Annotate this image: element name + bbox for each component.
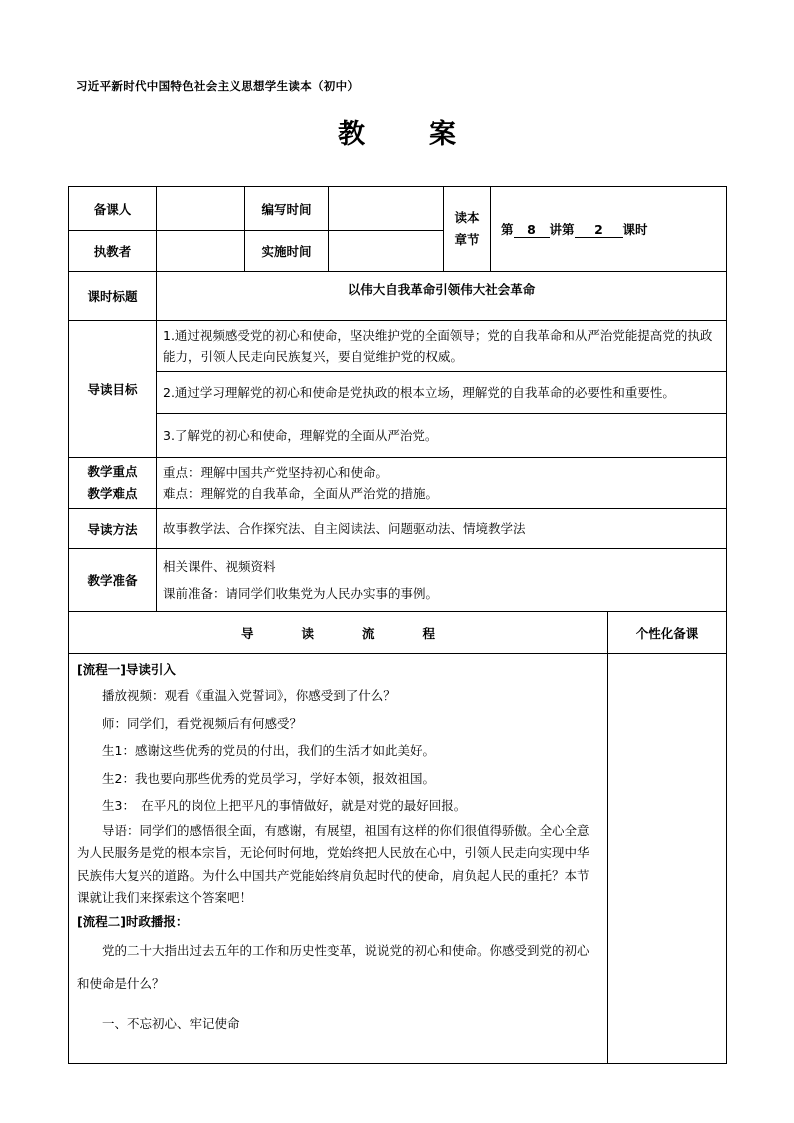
goal-item-1: 1.通过视频感受党的初心和使命，坚决维护党的全面领导；党的自我革命和从严治党能提高党的执政能力，引领人民走向民族复兴，要自觉维护党的权威。 xyxy=(157,321,727,372)
title-char-1: 教 xyxy=(338,119,365,150)
write-time-label: 编写时间 xyxy=(245,187,329,231)
lesson-plan-table xyxy=(68,186,727,1064)
key-difficult-label xyxy=(69,458,157,509)
lesson-period xyxy=(491,187,727,272)
goal-item-3: 3.了解党的初心和使命，理解党的全面从严治党。 xyxy=(157,414,727,458)
step1-title: [流程一]导读引入 xyxy=(77,662,176,677)
title-char-2: 案 xyxy=(429,119,456,150)
impl-time-label: 实施时间 xyxy=(245,231,329,272)
flow-title xyxy=(69,612,608,654)
book-title: 习近平新时代中国特色社会主义思想学生读本（初中） xyxy=(76,79,360,93)
lesson-prefix: 第 xyxy=(501,222,514,237)
teacher-label: 执教者 xyxy=(69,231,157,272)
lesson-mid: 讲第 xyxy=(549,222,575,237)
impl-time-value[interactable] xyxy=(329,231,444,272)
flow-paragraph-7: 党的二十大指出过去五年的工作和历史性变革，说说党的初心和使命。你感受到党的初心和使命是什么？ xyxy=(77,942,590,991)
write-time-value[interactable] xyxy=(329,187,444,231)
preparer-label: 备课人 xyxy=(69,187,157,231)
flow-content xyxy=(69,654,608,1064)
flow-paragraph-8: 一、不忘初心、牢记使命 xyxy=(102,1015,240,1031)
flow-title-char-3: 流 xyxy=(362,625,375,641)
chapter-label-line-1: 读本 xyxy=(454,210,480,225)
topic-label: 课时标题 xyxy=(69,272,157,321)
chapter-label xyxy=(444,187,491,272)
flow-title-char-1: 导 xyxy=(240,625,254,641)
flow-paragraph-4: 生2：我也要向那些优秀的党员学习，学好本领，报效祖国。 xyxy=(102,770,435,786)
flow-paragraph-5: 生3： 在平凡的岗位上把平凡的事情做好，就是对党的最好回报。 xyxy=(102,798,467,813)
personal-prep-area[interactable] xyxy=(608,654,727,1064)
preparation-label: 教学准备 xyxy=(69,549,157,612)
flow-paragraph-6: 导语：同学们的感悟很全面，有感谢，有展望，祖国有这样的你们很值得骄傲。全心全意为人民服务是党的根本宗旨，无论何时何地，党始终把人民放在心中，引领人民走向实现中华民族伟大复兴的道路。为什么中国共产党能始终肩负起时代的使命，肩负起人民的重托？本节课就让我们来探索这个答案吧！ xyxy=(77,822,590,905)
key-label: 教学重点 xyxy=(87,464,138,479)
goal-item-2: 2.通过学习理解党的初心和使命是党执政的根本立场，理解党的自我革命的必要性和重要性。 xyxy=(157,372,727,414)
flow-title-char-2: 读 xyxy=(301,625,314,641)
teacher-value[interactable] xyxy=(157,231,245,272)
methods-label: 导读方法 xyxy=(69,509,157,549)
goals-label: 导读目标 xyxy=(69,321,157,458)
key-point: 重点：理解中国共产党坚持初心和使命。 xyxy=(163,465,389,480)
flow-paragraph-2: 师：同学们，看党视频后有何感受？ xyxy=(102,715,303,731)
methods-value: 故事教学法、合作探究法、自主阅读法、问题驱动法、情境教学法 xyxy=(157,509,727,549)
preparation-line-1: 相关课件、视频资料 xyxy=(163,559,276,574)
step2-title: [流程二]时政播报： xyxy=(77,913,189,929)
preparation-line-2: 课前准备：请同学们收集党为人民办实事的事例。 xyxy=(163,586,439,601)
topic-value: 以伟大自我革命引领伟大社会革命 xyxy=(157,272,727,321)
difficult-label: 教学难点 xyxy=(87,486,138,501)
preparer-value[interactable] xyxy=(157,187,245,231)
lesson-suffix: 课时 xyxy=(622,222,648,237)
personal-prep-label: 个性化备课 xyxy=(608,612,727,654)
difficult-point: 难点：理解党的自我革命，全面从严治党的措施。 xyxy=(163,486,439,501)
lesson-number[interactable]: 8 xyxy=(514,222,550,238)
key-difficult-content xyxy=(157,458,727,509)
flow-paragraph-3: 生1：感谢这些优秀的党员的付出，我们的生活才如此美好。 xyxy=(102,743,435,758)
preparation-content xyxy=(157,549,727,612)
page-title xyxy=(0,112,794,151)
flow-title-char-4: 程 xyxy=(422,625,436,641)
chapter-label-line-2: 章节 xyxy=(454,232,480,247)
flow-paragraph-1: 播放视频：观看《重温入党誓词》，你感受到了什么？ xyxy=(102,688,396,703)
period-number[interactable]: 2 xyxy=(575,222,623,238)
